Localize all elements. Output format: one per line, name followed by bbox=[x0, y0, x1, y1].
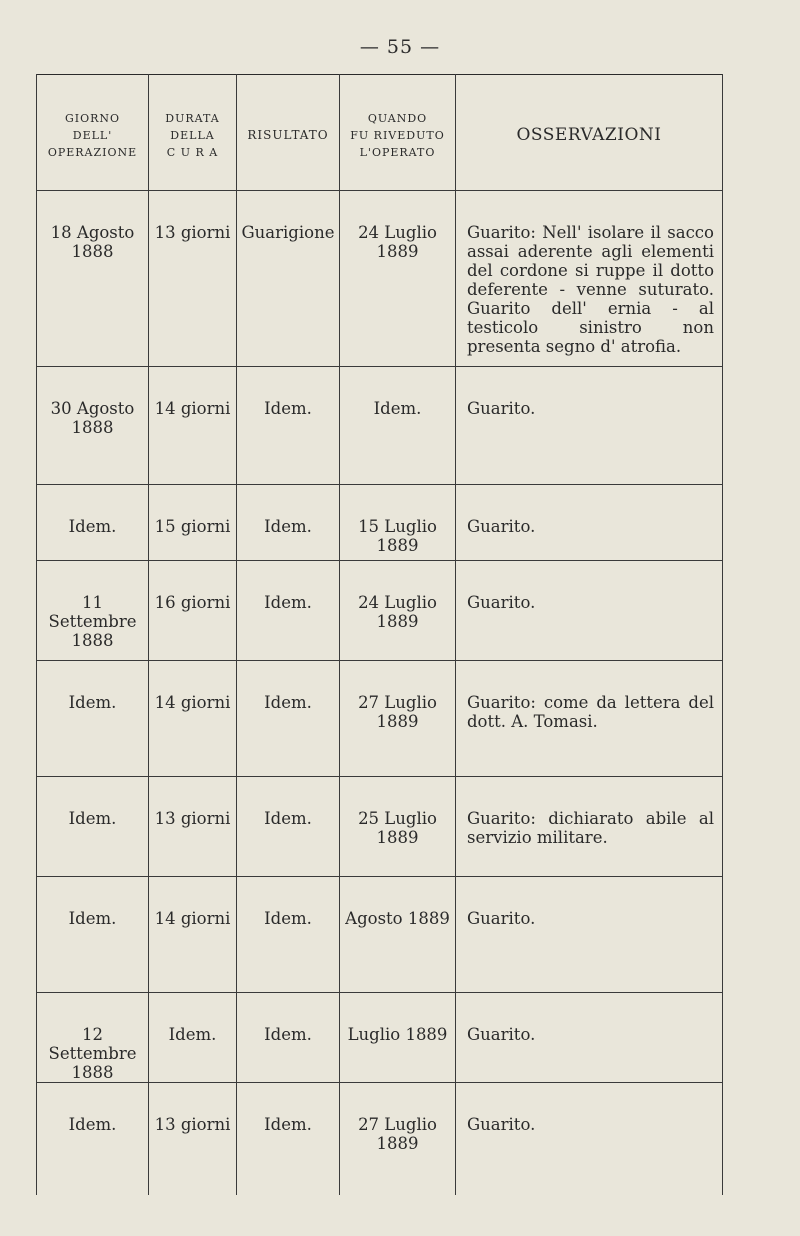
cell-giorno: Idem. bbox=[37, 485, 149, 561]
table-row bbox=[37, 191, 723, 367]
cell-quando: 24 Luglio 1889 bbox=[340, 191, 456, 367]
cell-osservazioni: Guarito. bbox=[456, 485, 723, 561]
table-row bbox=[37, 1083, 723, 1195]
cell-giorno: Idem. bbox=[37, 777, 149, 877]
header-quando: QUANDO FU RIVEDUTO L'OPERATO bbox=[340, 75, 456, 191]
cell-giorno: 11 Settembre 1888 bbox=[37, 561, 149, 661]
table-row bbox=[37, 367, 723, 485]
cell-giorno: Idem. bbox=[37, 877, 149, 993]
header-risultato: RISULTATO bbox=[237, 75, 340, 191]
header-durata: DURATA DELLA C U R A bbox=[149, 75, 237, 191]
cell-quando: Idem. bbox=[340, 367, 456, 485]
cell-quando: 27 Luglio 1889 bbox=[340, 661, 456, 777]
cell-durata: 14 giorni bbox=[149, 661, 237, 777]
cell-risultato: Idem. bbox=[237, 993, 340, 1083]
cell-quando: 25 Luglio 1889 bbox=[340, 777, 456, 877]
cell-risultato: Idem. bbox=[237, 877, 340, 993]
cell-osservazioni: Guarito. bbox=[456, 561, 723, 661]
cell-giorno: 12 Settembre 1888 bbox=[37, 993, 149, 1083]
operations-table bbox=[36, 74, 723, 1195]
cell-osservazioni: Guarito. bbox=[456, 1083, 723, 1195]
cell-risultato: Guarigione bbox=[237, 191, 340, 367]
cell-quando: 24 Luglio 1889 bbox=[340, 561, 456, 661]
cell-osservazioni: Guarito. bbox=[456, 877, 723, 993]
operations-table-container bbox=[36, 74, 722, 1154]
table-row bbox=[37, 561, 723, 661]
cell-osservazioni: Guarito: Nell' isolare il sacco assai aderente agli elementi del cordone si ruppe il dotto deferente - venne suturato. Guarito dell' ernia - al testicolo sinistro non presenta segno d' atrofia. bbox=[456, 191, 723, 367]
cell-durata: 16 giorni bbox=[149, 561, 237, 661]
table-row bbox=[37, 485, 723, 561]
cell-risultato: Idem. bbox=[237, 777, 340, 877]
cell-quando: 27 Luglio 1889 bbox=[340, 1083, 456, 1195]
cell-giorno: 18 Agosto 1888 bbox=[37, 191, 149, 367]
table-body bbox=[37, 191, 723, 1195]
cell-risultato: Idem. bbox=[237, 485, 340, 561]
cell-risultato: Idem. bbox=[237, 561, 340, 661]
table-row bbox=[37, 993, 723, 1083]
cell-osservazioni: Guarito. bbox=[456, 993, 723, 1083]
cell-durata: 14 giorni bbox=[149, 367, 237, 485]
header-giorno: GIORNO DELL' OPERAZIONE bbox=[37, 75, 149, 191]
cell-risultato: Idem. bbox=[237, 661, 340, 777]
cell-risultato: Idem. bbox=[237, 1083, 340, 1195]
cell-risultato: Idem. bbox=[237, 367, 340, 485]
cell-osservazioni: Guarito. bbox=[456, 367, 723, 485]
cell-giorno: Idem. bbox=[37, 661, 149, 777]
cell-durata: 14 giorni bbox=[149, 877, 237, 993]
table-header bbox=[37, 75, 723, 191]
cell-giorno: Idem. bbox=[37, 1083, 149, 1195]
table-row bbox=[37, 661, 723, 777]
cell-giorno: 30 Agosto 1888 bbox=[37, 367, 149, 485]
cell-osservazioni: Guarito: come da lettera del dott. A. Tomasi. bbox=[456, 661, 723, 777]
cell-durata: 13 giorni bbox=[149, 1083, 237, 1195]
cell-durata: Idem. bbox=[149, 993, 237, 1083]
page-number: — 55 — bbox=[359, 36, 441, 58]
header-osservazioni: OSSERVAZIONI bbox=[456, 75, 723, 191]
cell-quando: Agosto 1889 bbox=[340, 877, 456, 993]
cell-durata: 13 giorni bbox=[149, 191, 237, 367]
table-row bbox=[37, 777, 723, 877]
cell-osservazioni: Guarito: dichiarato abile al servizio militare. bbox=[456, 777, 723, 877]
cell-durata: 15 giorni bbox=[149, 485, 237, 561]
cell-durata: 13 giorni bbox=[149, 777, 237, 877]
table-row bbox=[37, 877, 723, 993]
cell-quando: Luglio 1889 bbox=[340, 993, 456, 1083]
cell-quando: 15 Luglio 1889 bbox=[340, 485, 456, 561]
